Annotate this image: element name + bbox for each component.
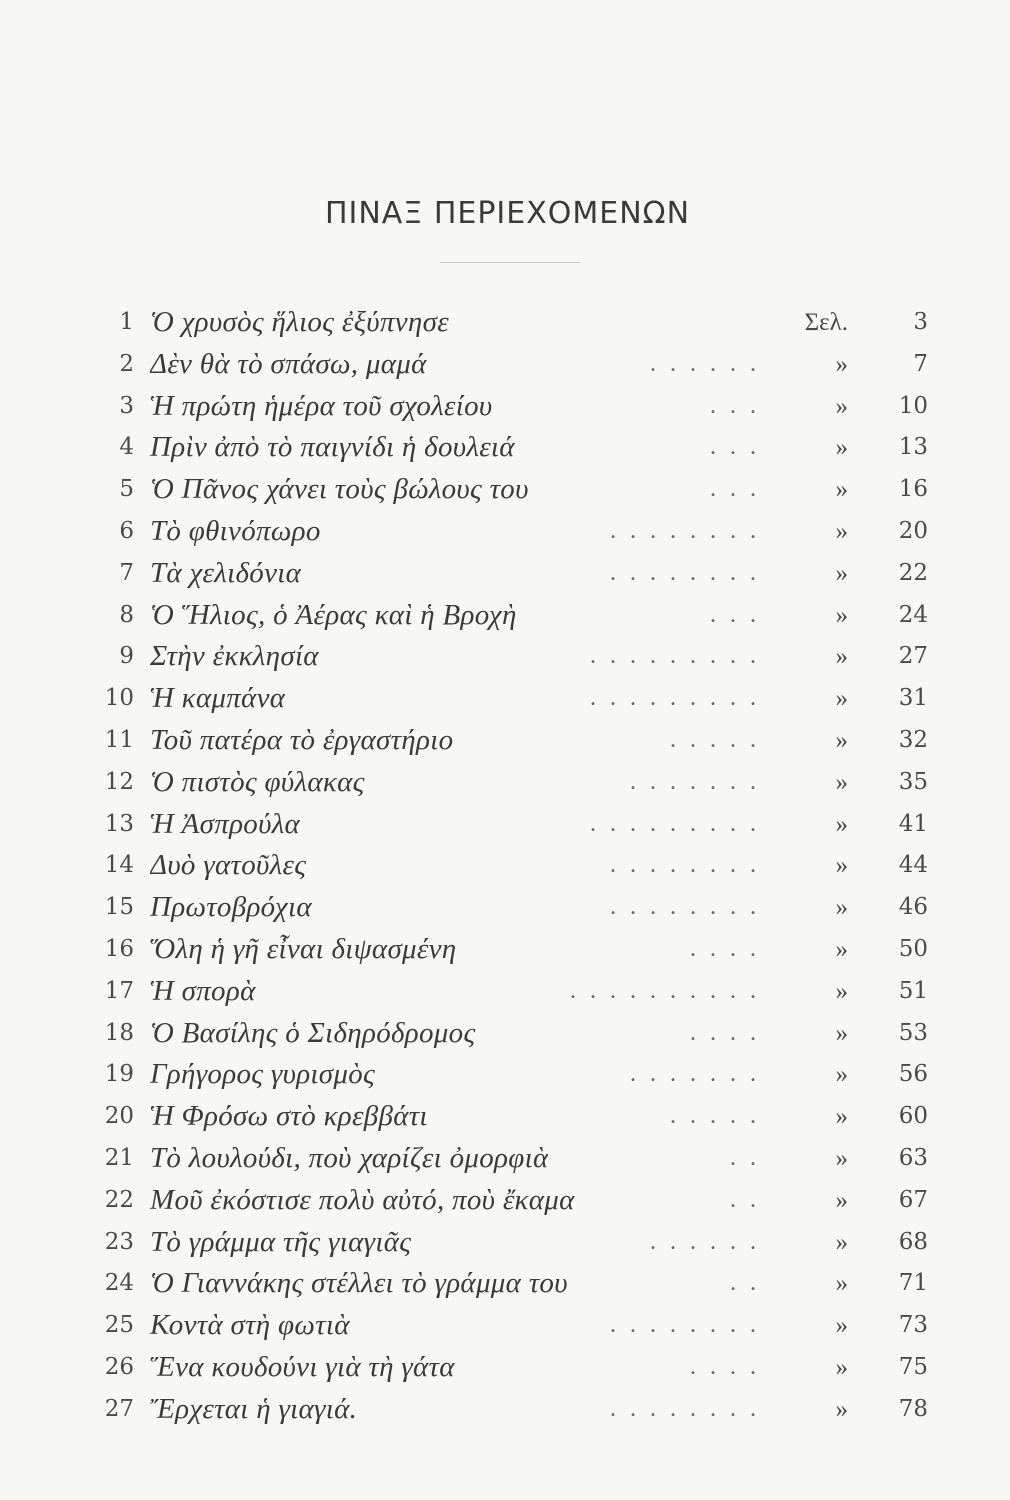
entry-number: 9 [119,643,134,670]
entry-page-number: 68 [898,1228,928,1255]
leader-dots: ... [710,392,770,419]
entry-number: 20 [104,1103,134,1130]
entry-page-number: 10 [898,392,928,419]
ditto-mark: » [835,810,848,838]
ditto-mark: » [835,977,848,1005]
entry-page-number: 67 [898,1186,928,1213]
entry-page-number: 16 [898,476,928,503]
entry-number: 15 [104,894,134,921]
entry-page-number: 71 [898,1270,928,1297]
entry-title: Δὲν θὰ τὸ σπάσω, μαμά [150,347,427,380]
leader-dots: .... [690,1019,770,1046]
leader-dots: .. [730,1144,770,1171]
entry-title: Ἡ σπορὰ [150,974,256,1007]
toc-entry [98,344,938,386]
entry-number: 1 [119,309,134,335]
entry-page-number: 22 [898,559,928,586]
entry-page-number: 73 [898,1312,928,1339]
leader-dots: ......... [590,685,770,712]
ditto-mark: » [835,1270,848,1298]
entry-title: Τὸ γράμμα τῆς γιαγιᾶς [150,1225,412,1258]
entry-title: Ἡ Ἀσπρούλα [150,807,301,840]
leader-dots: .......... [570,977,770,1004]
entry-page-number: 51 [898,977,928,1004]
entry-page-number: 44 [898,852,928,879]
ditto-mark: » [835,1144,848,1172]
toc-entry [98,553,938,595]
entry-number: 4 [119,434,134,461]
entry-page-number: 3 [913,309,928,335]
entry-number: 21 [104,1144,134,1171]
leader-dots: .. [730,1270,770,1297]
ditto-mark: » [835,852,848,880]
entry-page-number: 60 [898,1103,928,1130]
toc-entry [98,971,938,1013]
table-of-contents [98,302,938,1431]
leader-dots: .. [730,1186,770,1213]
ditto-mark: » [835,1103,848,1131]
entry-page-number: 56 [898,1061,928,1088]
entry-page-number: 13 [898,434,928,461]
entry-number: 23 [104,1228,134,1255]
entry-number: 12 [104,768,134,795]
leader-dots: .... [690,1353,770,1380]
entry-number: 8 [119,601,134,628]
entry-title: Ὁ Ἥλιος, ὁ Ἀέρας καὶ ἡ Βροχὴ [150,598,517,631]
leader-dots: ......... [590,810,770,837]
ditto-mark: » [835,1395,848,1423]
entry-number: 25 [104,1312,134,1339]
toc-entry [98,511,938,553]
entry-page-number: 7 [913,350,928,377]
ditto-mark: » [835,726,848,754]
leader-dots: ......... [590,643,770,670]
toc-entry [98,1305,938,1347]
ditto-mark: » [835,643,848,671]
entry-page-number: 32 [898,726,928,753]
entry-page-number: 53 [898,1019,928,1046]
entry-title: Ὁ χρυσὸς ἥλιος ἐξύπνησε [150,306,449,338]
leader-dots: ........ [610,517,770,544]
entry-page-number: 41 [898,810,928,837]
toc-entry [98,427,938,469]
leader-dots: ... [710,434,770,461]
leader-dots: .... [690,935,770,962]
leader-dots: ....... [630,768,770,795]
entry-title: Ἔρχεται ἡ γιαγιά. [150,1392,358,1425]
entry-number: 19 [104,1061,134,1088]
entry-page-number: 27 [898,643,928,670]
toc-entry [98,1263,938,1305]
entry-title: Ὁ Πᾶνος χάνει τοὺς βώλους του [150,473,529,506]
entry-number: 6 [119,517,134,544]
entry-number: 16 [104,935,134,962]
leader-dots: ....... [630,1061,770,1088]
entry-title: Τὸ λουλούδι, ποὺ χαρίζει ὀμορφιὰ [150,1141,549,1174]
toc-entry [98,1054,938,1096]
toc-entry [98,678,938,720]
toc-entry [98,595,938,637]
leader-dots: ... [710,601,770,628]
entry-number: 22 [104,1186,134,1213]
entry-title: Μοῦ ἐκόστισε πολὺ αὐτό, ποὺ ἔκαμα [150,1183,575,1216]
ditto-mark: » [835,476,848,504]
ditto-mark: » [835,601,848,629]
ditto-mark: » [835,559,848,587]
leader-dots: ........ [610,1395,770,1422]
entry-number: 10 [104,685,134,712]
ditto-mark: » [835,1353,848,1381]
leader-dots: ...... [650,1228,770,1255]
ditto-mark: » [835,1228,848,1256]
entry-page-number: 78 [898,1395,928,1422]
toc-entry [98,845,938,887]
entry-page-number: 75 [898,1353,928,1380]
toc-entry [98,469,938,511]
entry-title: Πρὶν ἀπὸ τὸ παιγνίδι ἡ δουλειά [150,431,515,464]
ditto-mark: » [835,1019,848,1047]
entry-number: 5 [119,476,134,503]
toc-entry [98,302,938,344]
ditto-mark: » [835,894,848,922]
entry-page-number: 31 [898,685,928,712]
entry-title: Τὰ χελιδόνια [150,556,302,589]
leader-dots: ..... [670,726,770,753]
title-divider [440,262,580,263]
entry-number: 17 [104,977,134,1004]
toc-entry [98,1222,938,1264]
leader-dots: ... [710,476,770,503]
leader-dots: ........ [610,559,770,586]
ditto-mark: » [835,392,848,420]
entry-title: Στὴν ἐκκλησία [150,640,319,673]
entry-title: Ἕνα κουδούνι γιὰ τὴ γάτα [150,1350,455,1383]
toc-entry [98,1138,938,1180]
entry-number: 3 [119,392,134,419]
entry-title: Ἡ καμπάνα [150,682,286,715]
entry-title: Ἡ πρώτη ἡμέρα τοῦ σχολείου [150,389,493,422]
toc-entry [98,1013,938,1055]
toc-entry [98,636,938,678]
ditto-mark: » [835,350,848,378]
entry-title: Ἡ Φρόσω στὸ κρεββάτι [150,1100,428,1133]
leader-dots: ........ [610,1312,770,1339]
entry-title: Ὁ Γιαννάκης στέλλει τὸ γράμμα του [150,1267,568,1300]
entry-title: Τὸ φθινόπωρο [150,514,321,547]
entry-number: 13 [104,810,134,837]
toc-entry [98,887,938,929]
ditto-mark: » [835,1312,848,1340]
entry-page-number: 20 [898,517,928,544]
entry-number: 14 [104,852,134,879]
page-title: ΠΙΝΑΞ ΠΕΡΙΕΧΟΜΕΝΩΝ [324,196,691,231]
page-label: Σελ. [804,309,848,336]
entry-title: Γρήγορος γυρισμὸς [150,1058,376,1091]
ditto-mark: » [835,1186,848,1214]
entry-title: Δυὸ γατοῦλες [150,849,307,882]
toc-entry [98,1389,938,1431]
toc-entry [98,1180,938,1222]
entry-number: 26 [104,1353,134,1380]
ditto-mark: » [835,1061,848,1089]
entry-page-number: 35 [898,768,928,795]
toc-entry [98,762,938,804]
entry-title: Πρωτοβρόχια [150,891,312,924]
entry-title: Ὁ πιστὸς φύλακας [150,765,365,798]
leader-dots: ...... [650,350,770,377]
toc-entry [98,929,938,971]
entry-title: Κοντὰ στὴ φωτιὰ [150,1309,350,1342]
ditto-mark: » [835,768,848,796]
toc-entry [98,386,938,428]
entry-page-number: 24 [898,601,928,628]
ditto-mark: » [835,434,848,462]
entry-page-number: 46 [898,894,928,921]
entry-number: 7 [119,559,134,586]
entry-page-number: 50 [898,935,928,962]
toc-entry [98,804,938,846]
leader-dots: ..... [670,1103,770,1130]
entry-page-number: 63 [898,1144,928,1171]
entry-number: 2 [119,350,134,377]
toc-entry [98,1347,938,1389]
entry-title: Τοῦ πατέρα τὸ ἐργαστήριο [150,723,454,756]
toc-entry [98,720,938,762]
ditto-mark: » [835,685,848,713]
ditto-mark: » [835,935,848,963]
entry-number: 27 [104,1395,134,1422]
entry-number: 11 [104,726,134,753]
ditto-mark: » [835,517,848,545]
toc-entry [98,1096,938,1138]
entry-number: 24 [104,1270,134,1297]
entry-title: Ὁ Βασίλης ὁ Σιδηρόδρομος [150,1016,476,1049]
entry-number: 18 [104,1019,134,1046]
leader-dots: ........ [610,894,770,921]
leader-dots: ........ [610,852,770,879]
entry-title: Ὅλη ἡ γῆ εἶναι διψασμένη [150,932,457,965]
